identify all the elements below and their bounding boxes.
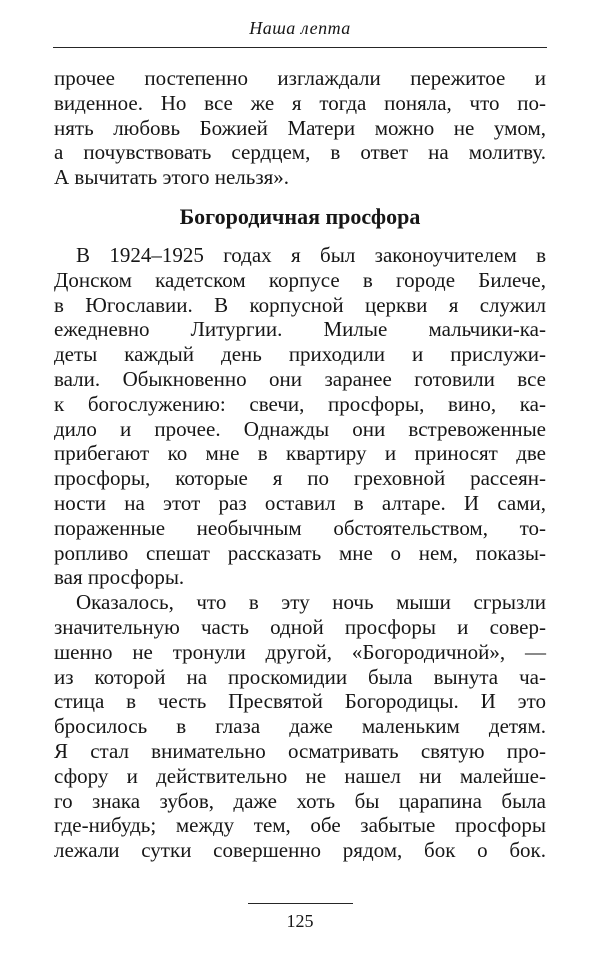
text-line: А вычитать этого нельзя». (54, 165, 290, 190)
text-line: вая просфоры. (54, 565, 185, 590)
text-line: Оказалось, что в эту ночь мыши сгрызли (76, 590, 546, 615)
text-line: в Югославии. В корпусной церкви я служил (54, 292, 546, 317)
text-line: виденное. Но все же я тогда поняла, что по- (54, 90, 546, 115)
text-line: деты каждый день приходили и прислужи- (54, 342, 546, 367)
page-number: 125 (286, 911, 314, 931)
text-line: ности на этот раз оставил в алтаре. И сами, (54, 490, 546, 515)
header-rule (53, 47, 547, 48)
text-line: вали. Обыкновенно они заранее готовили все (54, 366, 546, 391)
text-line: нять любовь Божией Матери можно не умом, (54, 115, 546, 140)
text-line: из которой на проскомидии была вынута ча- (54, 664, 546, 689)
running-header: Наша лепта (249, 18, 351, 38)
text-line: прочее постепенно изглаждали пережитое и (54, 66, 546, 90)
page-header (0, 18, 600, 48)
text-line: просфоры, которые я по греховной рассеян- (54, 466, 546, 491)
text-line: стица в честь Пресвятой Богородицы. И это (54, 689, 546, 714)
text-line: а почувствовать сердцем, в ответ на молитву. (54, 140, 546, 165)
text-line: ропливо спешат рассказать мне о нем, показы- (54, 540, 546, 565)
text-line: прибегают ко мне в квартиру и приносят две (54, 441, 546, 466)
text-line: сфору и действительно не нашел ни малейше- (54, 763, 546, 788)
text-line: бросилось в глаза даже маленьким детям. (54, 714, 546, 739)
text-line: Я стал внимательно осматривать святую про- (54, 738, 546, 763)
footer-rule (248, 903, 353, 904)
section-heading: Богородичная просфора (179, 203, 421, 229)
text-line: го знака зубов, даже хоть бы царапина была (54, 788, 546, 813)
text-line: где-нибудь; между тем, обе забытые просфоры (54, 813, 546, 838)
text-line: дило и прочее. Однажды они встревоженные (54, 416, 546, 441)
text-line: значительную часть одной просфоры и совер- (54, 614, 546, 639)
page-footer (0, 903, 600, 932)
text-line: Донском кадетском корпусе в городе Билече, (54, 267, 546, 292)
text-block (54, 66, 546, 863)
text-line: пораженные необычным обстоятельством, то- (54, 515, 546, 540)
text-line: шенно не тронули другой, «Богородичной», — (54, 639, 546, 664)
text-line: В 1924–1925 годах я был законоучителем в (76, 242, 546, 267)
text-line: лежали сутки совершенно рядом, бок о бок. (54, 838, 546, 863)
text-line: ежедневно Литургии. Милые мальчики-ка- (54, 317, 546, 342)
text-line: к богослужению: свечи, просфоры, вино, ка- (54, 391, 546, 416)
